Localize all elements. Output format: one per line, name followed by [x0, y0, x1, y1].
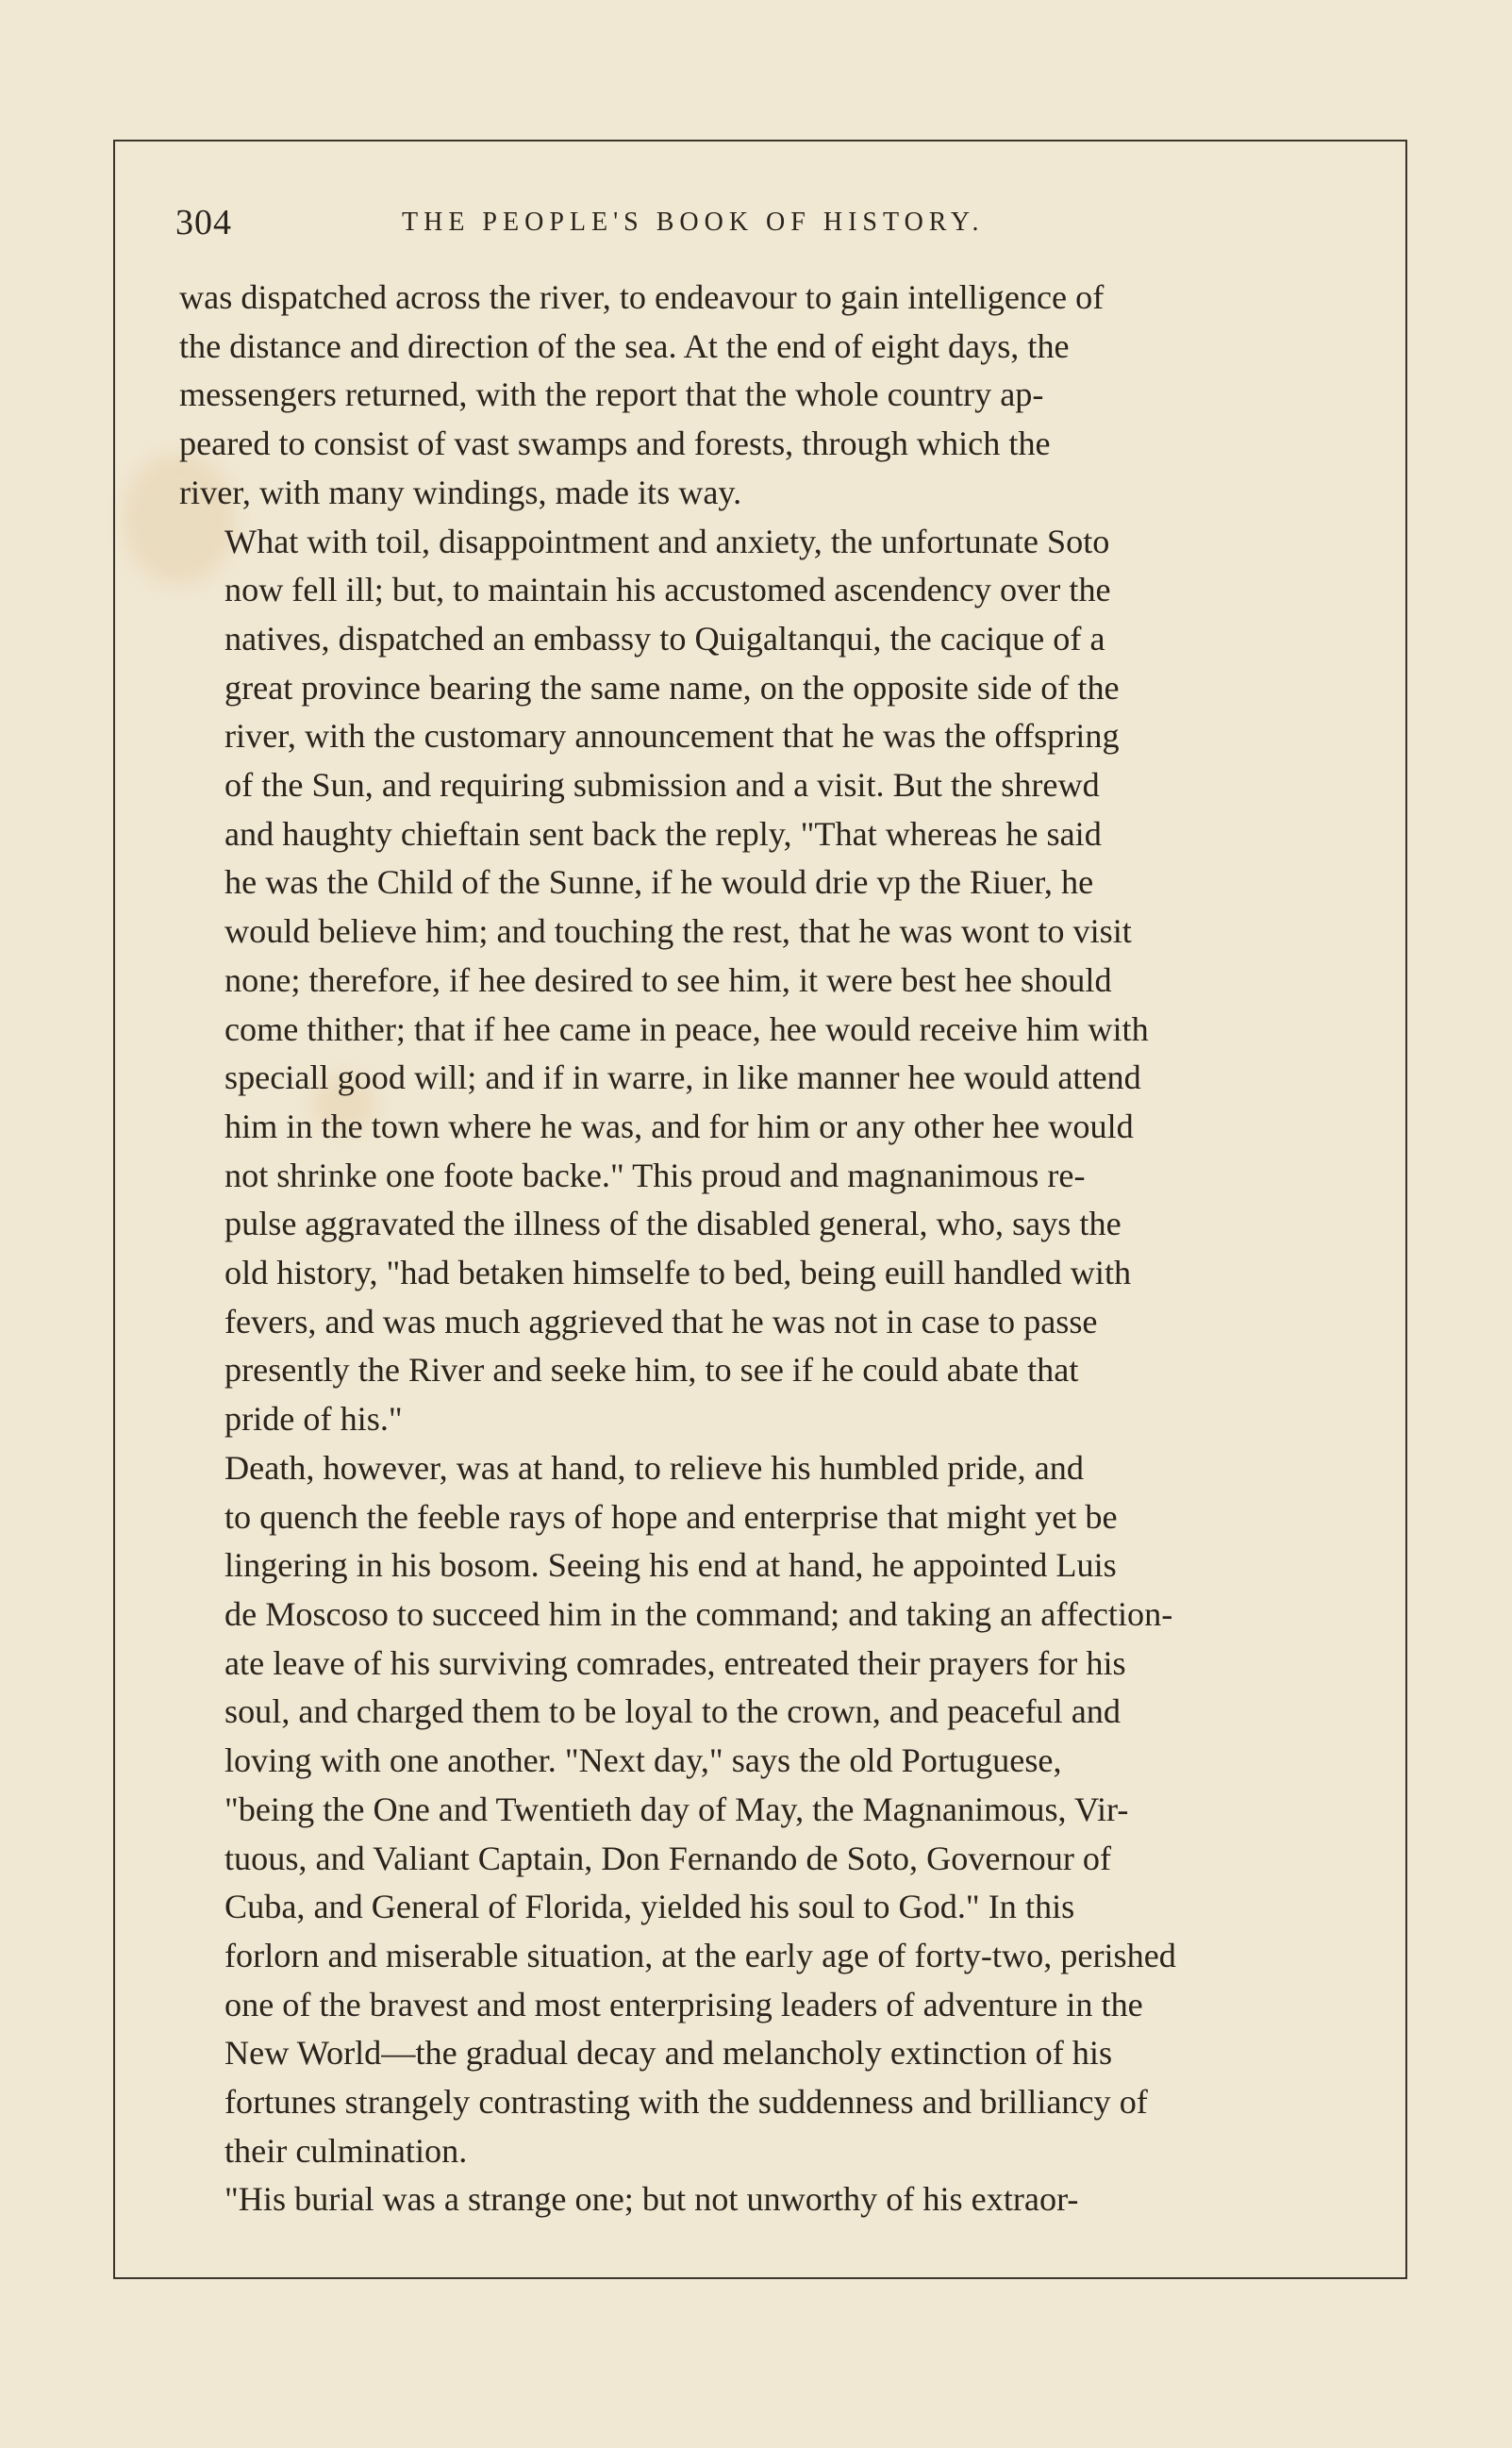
paragraph: [179, 1444, 1349, 2176]
text-line: now fell ill; but, to maintain his accustomed ascendency over the: [224, 571, 1111, 609]
paragraph: [179, 274, 1349, 518]
text-line: soul, and charged them to be loyal to the crown, and peaceful and: [224, 1692, 1121, 1731]
text-line: was dispatched across the river, to endeavour to gain intelligence of: [179, 278, 1105, 316]
text-line: come thither; that if hee came in peace, hee would receive him with: [224, 1009, 1149, 1048]
text-line: fortunes strangely contrasting with the suddenness and brilliancy of: [224, 2083, 1148, 2122]
text-line: not shrinke one foote backe." This proud and magnanimous re-: [224, 1156, 1086, 1194]
text-line: river, with many windings, made its way.: [179, 473, 742, 511]
body-text: [179, 274, 1349, 2224]
text-line: he was the Child of the Sunne, if he would drie vp the Riuer, he: [224, 863, 1094, 902]
text-line: the distance and direction of the sea. At the end of eight days, the: [179, 326, 1070, 365]
text-line: Death, however, was at hand, to relieve his humbled pride, and: [224, 1448, 1084, 1487]
paragraph: [179, 518, 1349, 1444]
text-line: one of the bravest and most enterprising leaders of adventure in the: [224, 1985, 1143, 2023]
text-line: to quench the feeble rays of hope and enterprise that might yet be: [224, 1497, 1118, 1536]
text-line: "being the One and Twentieth day of May, the Magnanimous, Vir-: [224, 1790, 1129, 1828]
text-line: old history, "had betaken himselfe to bed, being euill handled with: [224, 1254, 1132, 1292]
text-line: forlorn and miserable situation, at the early age of forty-two, perished: [224, 1936, 1176, 1974]
text-line: pride of his.": [224, 1400, 403, 1439]
text-line: loving with one another. "Next day," says the old Portuguese,: [224, 1741, 1062, 1780]
text-line: great province bearing the same name, on the opposite side of the: [224, 668, 1120, 707]
text-line: of the Sun, and requiring submission and a visit. But the shrewd: [224, 766, 1100, 805]
text-line: fevers, and was much aggrieved that he was not in case to passe: [224, 1302, 1098, 1341]
paragraph: [179, 2175, 1349, 2224]
page-number: 304: [175, 203, 232, 242]
text-line: him in the town where he was, and for him or any other hee would: [224, 1107, 1134, 1145]
text-line: natives, dispatched an embassy to Quigaltanqui, the cacique of a: [224, 619, 1105, 658]
text-line: de Moscoso to succeed him in the command; and taking an affection-: [224, 1594, 1173, 1633]
text-line: messengers returned, with the report that the whole country ap-: [179, 375, 1044, 414]
page-header: [175, 198, 1345, 245]
text-line: and haughty chieftain sent back the reply, "That whereas he said: [224, 814, 1102, 853]
text-line: their culmination.: [224, 2131, 468, 2170]
text-line: pulse aggravated the illness of the disabled general, who, says the: [224, 1205, 1122, 1243]
text-line: tuous, and Valiant Captain, Don Fernando de Soto, Governour of: [224, 1839, 1112, 1877]
text-line: Cuba, and General of Florida, yielded his soul to God." In this: [224, 1888, 1075, 1926]
text-line: peared to consist of vast swamps and forests, through which the: [179, 425, 1051, 463]
text-line: none; therefore, if hee desired to see him, it were best hee should: [224, 960, 1112, 999]
text-line: What with toil, disappointment and anxiety, the unfortunate Soto: [224, 522, 1110, 560]
running-title: THE PEOPLE'S BOOK OF HISTORY.: [402, 208, 985, 237]
text-line: presently the River and seeke him, to see if he could abate that: [224, 1351, 1079, 1390]
text-line: ate leave of his surviving comrades, entreated their prayers for his: [224, 1643, 1126, 1682]
text-line: lingering in his bosom. Seeing his end at hand, he appointed Luis: [224, 1546, 1117, 1585]
text-line: would believe him; and touching the rest, that he was wont to visit: [224, 912, 1132, 951]
text-line: speciall good will; and if in warre, in like manner hee would attend: [224, 1058, 1141, 1097]
text-line: "His burial was a strange one; but not unworthy of his extraor-: [224, 2180, 1079, 2219]
text-line: New World—the gradual decay and melancholy extinction of his: [224, 2034, 1113, 2073]
text-line: river, with the customary announcement that he was the offspring: [224, 717, 1120, 756]
